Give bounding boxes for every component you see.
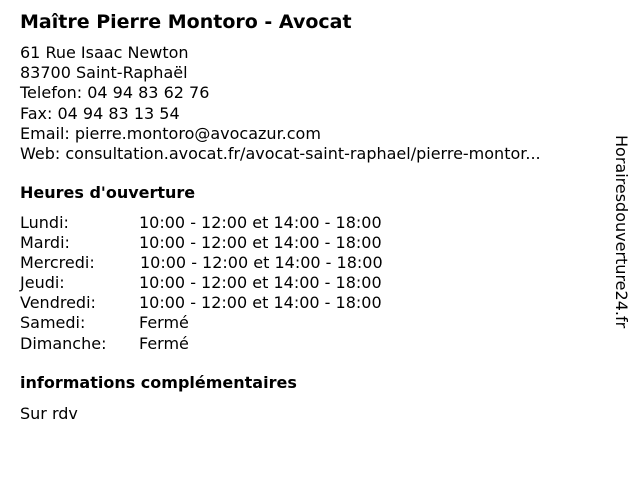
- day-label: Mercredi:: [20, 253, 95, 273]
- opening-hours-heading: Heures d'ouverture: [20, 183, 196, 202]
- hours-value: 10:00 - 12:00 et 14:00 - 18:00: [139, 213, 382, 232]
- hours-value: Fermé: [139, 313, 189, 333]
- day-label: Vendredi:: [20, 293, 96, 313]
- contact-block: [20, 43, 541, 164]
- hours-value: Fermé: [139, 333, 189, 353]
- email-address: Email: pierre.montoro@avocazur.com: [20, 123, 321, 143]
- day-label: Mardi:: [20, 233, 70, 253]
- additional-info-text: Sur rdv: [20, 404, 78, 423]
- hours-value: 10:00 - 12:00 et 14:00 - 18:00: [139, 233, 382, 253]
- additional-info-heading: informations complémentaires: [20, 373, 297, 392]
- address-street: 61 Rue Isaac Newton: [20, 43, 189, 62]
- day-label: Jeudi:: [20, 273, 65, 293]
- address-city: 83700 Saint-Raphaël: [20, 63, 188, 83]
- site-watermark-label: Horairesdouverture24.fr: [612, 135, 631, 329]
- fax-number: Fax: 04 94 83 13 54: [20, 103, 180, 123]
- website-url: Web: consultation.avocat.fr/avocat-saint-raphael/pierre-montor...: [20, 144, 541, 164]
- hours-value: 10:00 - 12:00 et 14:00 - 18:00: [139, 293, 382, 313]
- day-label: Samedi:: [20, 313, 86, 333]
- day-label: Dimanche:: [20, 333, 107, 353]
- phone-number: Telefon: 04 94 83 62 76: [20, 83, 210, 103]
- page-title: Maître Pierre Montoro - Avocat: [20, 11, 352, 33]
- hours-value: 10:00 - 12:00 et 14:00 - 18:00: [140, 253, 383, 273]
- day-label: Lundi:: [20, 213, 69, 232]
- hours-value: 10:00 - 12:00 et 14:00 - 18:00: [139, 273, 382, 293]
